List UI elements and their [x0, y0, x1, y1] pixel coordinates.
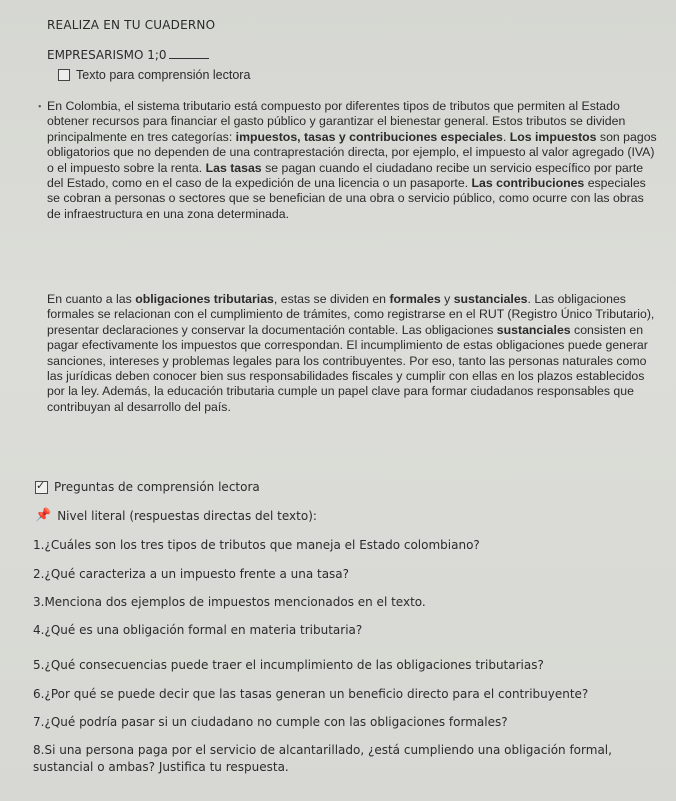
- question-1: 1.¿Cuáles son los tres tipos de tributos que maneja el Estado colombiano?: [33, 538, 480, 552]
- question-2: 2.¿Qué caracteriza a un impuesto frente a una tasa?: [33, 567, 350, 581]
- document-icon: [58, 69, 70, 81]
- subject-heading: [47, 48, 209, 62]
- reading-title: [58, 68, 250, 82]
- level-heading-text: Nivel literal (respuestas directas del texto):: [57, 508, 317, 523]
- question-4: 4.¿Qué es una obligación formal en materia tributaria?: [33, 623, 363, 637]
- bold-term: impuestos, tasas y contribuciones especiales: [235, 129, 503, 144]
- question-8: 8.Si una persona paga por el servicio de alcantarillado, ¿está cumpliendo una obligación formal, sustancial o ambas? Justifica tu respuesta.: [33, 743, 612, 774]
- question-5: 5.¿Qué consecuencias puede traer el incumplimiento de las obligaciones tributarias?: [33, 658, 544, 672]
- checkbox-icon: [35, 481, 48, 494]
- text-run: .: [502, 129, 510, 144]
- bold-term: sustanciales: [453, 292, 528, 306]
- text-run: . Las obligaciones formales se relacionan con el cumplimiento de trámites, como registrarse en el RUT (Registro Único Tributario), presentar declaraciones y conservar la documentación contable. Las obligaciones: [47, 292, 655, 337]
- reading-paragraph-1: [47, 99, 659, 222]
- text-run: , estas se dividen en: [273, 292, 390, 306]
- bold-term: sustanciales: [496, 322, 571, 337]
- question-7: 7.¿Qué podría pasar si un ciudadano no cumple con las obligaciones formales?: [33, 715, 508, 729]
- text-run: se pagan cuando el ciudadano recibe un servicio específico por parte del Estado, como en el caso de la expedición de una licencia o un pasaporte.: [47, 160, 644, 191]
- text-run: especiales se cobran a personas o sectores que se benefician de una obra o servicio público, como ocurre con las obras de infraestructura en una zona determinada.: [47, 176, 646, 221]
- blank-line: [169, 50, 209, 59]
- bold-term: Las tasas: [205, 160, 262, 175]
- bullet-dot: •: [38, 102, 42, 113]
- text-run: y: [440, 292, 454, 306]
- subject-label: EMPRESARISMO 1;0: [47, 48, 167, 62]
- instruction-heading: REALIZA EN TU CUADERNO: [47, 18, 216, 32]
- question-6: 6.¿Por qué se puede decir que las tasas generan un beneficio directo para el contribuyente?: [33, 687, 589, 701]
- bold-term: obligaciones tributarias: [135, 292, 274, 306]
- reading-paragraph-2: [47, 292, 659, 415]
- question-3: 3.Menciona dos ejemplos de impuestos mencionados en el texto.: [33, 595, 426, 609]
- bold-term: Los impuestos: [509, 129, 597, 144]
- questions-title-text: Preguntas de comprensión lectora: [54, 480, 260, 494]
- reading-title-text: Texto para comprensión lectora: [76, 68, 251, 82]
- pushpin-icon: 📌: [35, 508, 52, 523]
- questions-title: [35, 480, 260, 494]
- bold-term: Las contribuciones: [471, 176, 585, 191]
- bold-term: formales: [389, 292, 441, 306]
- text-run: consisten en pagar efectivamente los impuestos que correspondan. El incumplimiento de estas obligaciones puede generar sanciones, intereses y problemas legales para los contribuyentes. Por eso, tanto las personas naturales como las jurídicas deben conocer bien sus responsabilidades fiscales y cumplir con ellas en los plazos establecidos por la ley. Además, la educación tributaria cumple un papel clave para formar ciudadanos responsables que contribuyan al desarrollo del país.: [47, 322, 648, 414]
- text-run: son pagos obligatorios que no dependen de una contraprestación directa, por ejemplo, el impuesto al valor agregado (IVA) o el impuesto sobre la renta.: [47, 129, 657, 175]
- level-heading: [35, 508, 317, 523]
- text-run: En cuanto a las: [47, 292, 136, 306]
- text-run: En Colombia, el sistema tributario está compuesto por diferentes tipos de tributos que permiten al Estado obtener recursos para financiar el gasto público y garantizar el bienestar general. Estos tributos se dividen principalmente en tres categorías:: [47, 99, 626, 144]
